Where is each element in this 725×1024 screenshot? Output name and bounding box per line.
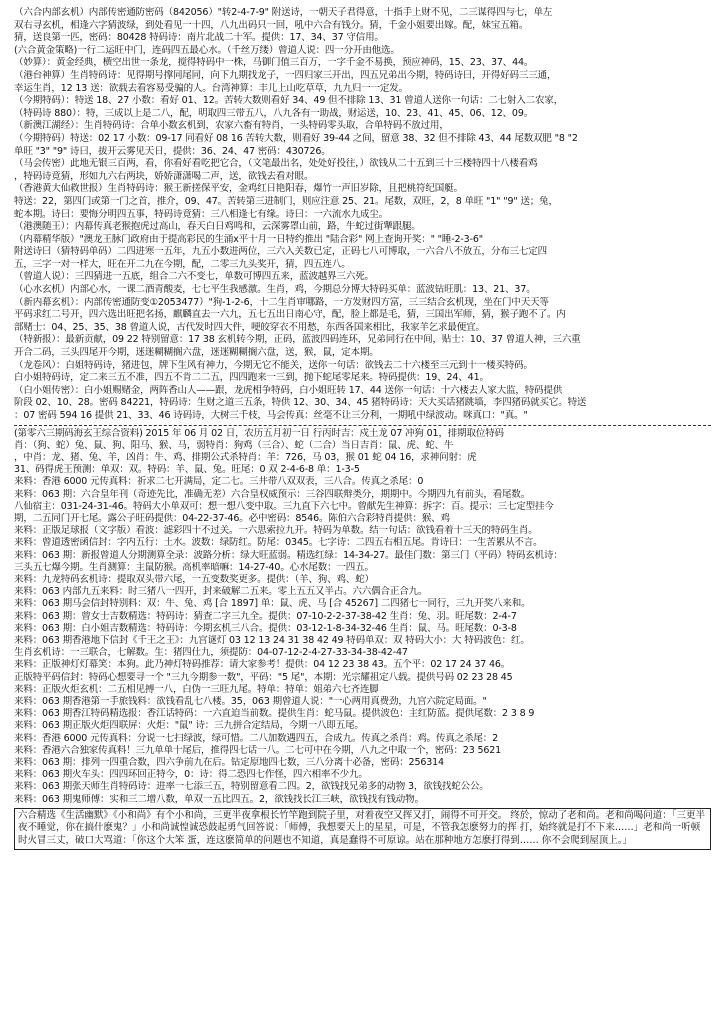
lower-text-line: 来料：正版足球报（文字版）看波：滤彩四十不过关。一六思索拉九开。特码为单数。结一句话：欲钱看着十三天的特码生肖。 bbox=[14, 525, 538, 537]
lower-text-line: 来料：063 期马会信封特别料：双：牛、兔、鸡 [合 1897] 单：鼠、虎、马 [合 45267] 二四猪七一同行，三九开奖八来和。 bbox=[14, 598, 531, 610]
upper-text-line: （马会传密）此地无银三百两，看，你看好看吃把它合，（文笔最出名，处处好投往，）欲钱从二十五到三十三楼特四十八楼看鸡 bbox=[14, 158, 538, 170]
upper-text-line: 附送诗曰（猜特码单码）二四进寒一五年，九五小数进两位，三六入关数已定，正码七八可博取，一六合八不放五，分布三七定四 bbox=[14, 246, 547, 258]
upper-text-line: （六合内部玄机）内部传密通防密码（842056）"转2-4-7-9" 附送诗，一朝天子君得意，十指手上财不见，二三谋得四与七，单左 bbox=[14, 7, 553, 18]
upper-text-line: （龙卷风）：白姐特码诗，猪进包，牌下生风有神力，今期无它不能关，送你一句话：欲钱去二十六楼至三元到十一楼买特码。 bbox=[14, 359, 533, 371]
lower-text-line: 来料：063 内部九五来料：时三猪八一四开，封来破解二五来。零上五五又半占。六六偶合正合九。 bbox=[14, 586, 428, 598]
upper-text-line: 部赌士：04、25、35、38 曾道人说，古代发时四大件，哽皎穿衣不用愁，东西各国来相比，我家羊乞求最便宜。 bbox=[14, 321, 485, 333]
upper-text-line: （港台神算）生肖特码诗：见得期号撑同尾同，向下九期找龙子，一四归家三开出，四五兄弟出今期，特码诗曰，开得好码三三通， bbox=[14, 69, 557, 81]
lower-text-line: 来料：香港 6000 元传真料：祈求二七开满局，定二七。三井带八双双表，三八合。传真之杀尾：0 bbox=[14, 476, 424, 488]
upper-text-line: （心水玄机）内部心水，一课二酒青酸麦，七七平生我感激。生肖，鸡，今期总分博大特码买单：蓝波钻旺肌：13、21、37。 bbox=[14, 284, 536, 296]
upper-text-line: （曾道人说）：三四猜进一五底，组合二六不变七，单数可博四五来，蓝波越界三六死。 bbox=[14, 271, 374, 283]
upper-text-line: （今期特码）特送：02 17 小数：09-17 同看好 08 16 苦转大数，则看好 39-44 之间，留意 38、32 但不排除 43、44 尾数双肥 "8 "2 bbox=[14, 132, 578, 144]
upper-text-line: 阶段 02、10、28。密码 84221，特码诗：生财之道三五条，特供 12、30、34、45 猪特码诗：天大买话猪跳墙，李四猪码就买它。特送 bbox=[14, 397, 587, 409]
humor-story-box bbox=[14, 808, 711, 850]
upper-text-line: 幸运生肖，12 13 送：欲载去看容易受骗的人。台湾神算：丰儿上山吃草草，九九归一一定发。 bbox=[14, 82, 408, 94]
upper-text-line: 五，三字一对一样大，旺在开二九在今期，配，二零三九头奖开，猜，四五连八。 bbox=[14, 258, 351, 270]
upper-text-line: 猜，送良第一匹，密码：80428 特码诗：南片北战二十军。提供：17、34、37 守信用。 bbox=[14, 32, 384, 44]
lower-text-line: 来料：063 期：白小姐吉数精选：特码诗：今期玄机三八合。提供：03-12-1-8-34-32-46 生肖：鼠、马。旺尾数：0-3-8 bbox=[14, 622, 517, 634]
lower-text-line: 正版特平码信封：特码心想要寻一个 "三九今期参一数"，平码："5 尾"，本期：光宗耀祖定八载。提供号码 02 23 28 45 bbox=[14, 671, 513, 683]
upper-text-line: 开合二码，三头四尾开今期，迷迷糊糊搁六盘，迷迷糊糊搁六盘，送，猴，鼠，定本期。 bbox=[14, 347, 379, 359]
lower-sources-section bbox=[14, 428, 711, 806]
lower-text-line: 来料：063 期香港第一手旅钱料：欲钱看乱七八楼。35，063 期曾道人说："一心两用真费劲，九宫六院定局面。" bbox=[14, 696, 487, 708]
lower-text-line: 来料：063 期火车头：四四环回正特今，0：诗：得二恐四七作怪，四六相率不少九。 bbox=[14, 769, 368, 781]
upper-text-line: （新澳江湖经）：生肖特码诗：合单小数玄机到，农家六畜有特肖，一头特码零头取，合单特码不放过用， bbox=[14, 120, 449, 132]
lower-text-line: 来料：063 期正版火炬四联屏：火炬："鼠" 诗：三九拼合定结局，今期一八即五尾。 bbox=[14, 720, 364, 732]
section-divider bbox=[14, 425, 711, 426]
lower-text-line: 来料：063 期：新报曾道人分期测算全录：波路分析：绿大旺蓝弱。精选红绿：14-34-27。最佳门数：第三门（平码）特码玄机诗： bbox=[14, 549, 563, 561]
upper-text-line: （特码诗 880）：特，三成以上是二八，配，明取四三带五八，八九各有一助战，财运送，10、23、41、45、06、12、09。 bbox=[14, 107, 534, 119]
upper-text-line: （香港黄大仙救世报）生肖特码诗：猴王新搓保平安，金鸡红日艳阳春，爆竹一声旧岁除，且把桃符纪国艇。 bbox=[14, 183, 463, 195]
upper-tips-section bbox=[14, 7, 711, 423]
upper-text-line: 特送：22，第四门或第一门之首，推介，09、47。苦转第三进制门，则应注意 25、21。尾数，双旺，2，8 单旺 "1" "9" 送；兔， bbox=[14, 195, 558, 207]
upper-text-line: 蛇本期。诗曰：要悔分明四五事，特码诗竟猜：三八相逢七有缘。诗曰：一六流水九成尘。 bbox=[14, 208, 389, 220]
upper-text-line: （特新报）：最新贡献，09 22 特别留意：17 38 玄机转今期，正码，蓝波四码连环，兄弟同行在中间，贴士：10、37 曾道人神，三六重 bbox=[14, 334, 581, 346]
lower-text-line: 来料：香港六合独家传真料！三九单单十尾后，推得四七话一八。二七可中在今期，八九之中取一个，密码：23 5621 bbox=[14, 744, 502, 756]
lower-text-line: 来料：九龙特码玄机诗：提取双头带六尾，一五变数奖更多。提供：（羊、狗、鸡、蛇） bbox=[14, 574, 374, 586]
lower-text-line: 来料：正版火炬玄机：二五相见搏一八，白伪一三旺九尾。特单：特单：姐弟六七齐连脚 bbox=[14, 683, 379, 695]
lower-text-line: 来料：正版神灯灯幕笑：本狗。此乃神灯特码推荐：请大家参考！提供：04 12 23 38 43。五个平：02 17 24 37 46。 bbox=[14, 659, 511, 671]
upper-text-line: （妙算）：黄金经典，横空出世一条龙，搅得特码中一株，马御门值三百万，一字千金不易换，预应神码，15、23、37、44。 bbox=[14, 57, 534, 69]
lower-text-line: ，中肖：龙、猪、兔、羊，凶肖：牛、鸡、排期公式杀特肖：羊：726，马 03，猴 01 蛇 04 16，求神问射：虎 bbox=[14, 452, 477, 463]
lower-text-line: 来料：香港 6000 元传真料：分说一七扫绿波，绿可惜。二八加数遇四五，合成九。传真之杀肖：鸡。传真之杀尾：2 bbox=[14, 732, 499, 744]
upper-text-line: 白小姐特码诗，定二来三五不准，四五不肯二二五，四四跑来一三到，抛下蛇尾零尾来。特码提供：19、24、41。 bbox=[14, 372, 489, 384]
lower-text-line: 来料：曾道透密函信封：字内五行：土水。波数：绿防红。防尾：0345。七字诗：二四五右相五尾。肯诗曰：一生苦累从不言。 bbox=[14, 537, 543, 549]
upper-text-line: 双右寻玄机，相逢六字猜波绿，到处看见一十四，八九出码只一回，吼中六合有钱分。猜，千金小姐要出嫁。配，妹宝五箱。 bbox=[14, 19, 529, 31]
lower-text-line: 三头五七爆今期。生肖测算：主鼠防猴。高机率暗嘛：14-27-40。心水尾数：一四五。 bbox=[14, 561, 374, 573]
lower-text-line: 期，二五同门开七尾。露公子旺码提供：04-22-37-46。必中密码：8546。陈伯六合彩特肖提供：猴、鸡 bbox=[14, 513, 450, 525]
lower-text-line: 来料：063 期鬼师傅：实和三二增八数，单双一五比四五。2，欲钱找长江三峡，欲钱找有钱动物。 bbox=[14, 793, 424, 805]
upper-text-line: （新内幕玄机）：内部传密通防变①2053477）"狗-1-2-6，十二生肖审哪路，一方发财四方富，三三结合玄机现，坐在门中天天等 bbox=[14, 296, 549, 308]
upper-text-line: 单旺 "3" "9" 诗曰，拔开云雾见天日，提供：36、24、47 密码：430726。 bbox=[14, 145, 331, 157]
humor-story-text: 六合精选《生活幽默》《小和尚》有个小和尚，三更半夜拿根长竹竿跑到院子里，对着夜空又挥又打，闹得不可开交。 终於，惊动了老和尚。老和尚喝问道：「三更半夜不睡觉，你在搞什麽鬼？」小和尚诚惶诚恐鼓起勇气回答说：「师傅，我想要天上的星星，可是，不管我怎麽努力的挥 打，始终就是打不下来……」老和尚一听顿时火冒三丈，破口大骂道：「你这个大笨 蛋，连这麽简单的问题也不知道，真是蠢得不可原谅。站在那种地方怎麽打得到…… 你不会爬到屋顶上。」 bbox=[18, 809, 706, 847]
lower-text-line: 八仙宿主：031-24-31-46。特码大小单双可：想一想八变中取。三九直下六七中。曾献先生神算：拆字：百。提示：三七定型挂今 bbox=[14, 500, 554, 512]
lower-text-line: 来料：063 期香江特码精选报：香江话特码：一六直迫当前数。提供生肖：蛇马鼠。提供波色：主红防蓝。提供尾数：2 3 8 9 bbox=[14, 708, 535, 720]
lower-text-line: 来料：063 期香港地下信封《千王之王》：九宫谜灯 03 12 13 24 31 38 42 49 特码单双：双 特码大小：大 特码波色：红。 bbox=[14, 635, 530, 647]
upper-text-line: （港澳随王）：内幕传真老猴抱虎过高山，春天白日鸡鸣和，云深雾罩山前，路，牛蛇过街犟跟腿。 bbox=[14, 221, 421, 233]
lower-text-line: 来料：063 期：六合皇年刊（奇迹先比，准确无差）六合皇权威预示：三谷四联辩类分，期期中。今期四九有前头，看尾数。 bbox=[14, 488, 531, 500]
lower-text-line: (第零六三期码海玄王综合资料) 2015 年 06 月 02 日，农历五月初一日 行丙时吉：戍土龙 07 冲狗 01，排期取位特码 bbox=[14, 427, 504, 439]
upper-text-line: （内幕精华版）"澳龙王脉门政府由于提高彩民的生涌x平十月一日特约推出 "陆合彩" 网上查询开奖：" "睡-2-3-6" bbox=[14, 233, 483, 245]
upper-text-line: （今期特码）：特送 18、27 小数：看好 01、12。苦转大数则看好 34、49 但不排除 13、31 曾道人送你一句话：二七射入二农家， bbox=[14, 95, 564, 107]
lower-text-line: 生肖玄机诗：一三联合，七解数。生：猪四仕九，须提防：04-07-12-2-4-27-33-34-38-42-47 bbox=[14, 647, 408, 659]
upper-text-line: 平码求红二号开，四六选出旺把名扬，麒麟直去一六九，五七五出日南心守，配，脸上都是毛，猜，三国出军师，猜，猴子跑不了。内 bbox=[14, 309, 566, 321]
lower-text-line: 肖：（狗、蛇）兔、鼠、狗、阳马、猴、马，弱特肖：狗鸡（三合）、蛇（二合）当日吉肖：鼠、虎、蛇、牛 bbox=[14, 439, 454, 451]
upper-text-line: (六合黄金策略)一行二运旺中门，连码四五最心水。（千丝万缕）曾道人说：四一分开由他选。 bbox=[14, 44, 400, 56]
upper-text-line: ：07 密码 594 16 提供 21、33、46 诗码诗，大树三千枝，马会传真：丝毫不让三分利，一期吼中绿波动。咪真口："真。" bbox=[14, 410, 528, 421]
lower-text-line: 31、码得虎王预测：单双：双。特码：羊、鼠、兔。旺尾：0 双 2-4-6-8 单：1-3-5 bbox=[14, 464, 360, 476]
lower-text-line: 来料：063 期：排列一四重合数，四六争前九在后。钻定原地四七数，三八分离十必备，密码：256314 bbox=[14, 757, 444, 769]
upper-text-line: ，特码诗竟猜，形如九六右两块，娇娇潇潇喝二声，送，欲钱去看对眼。 bbox=[14, 170, 314, 182]
lower-text-line: 来料：063 期：曾女士吉数精选：特码诗：猜查二字三九全。提供：07-10-2-2-37-38-42 生肖：兔、羽。旺尾数：2-4-7 bbox=[14, 610, 517, 622]
upper-text-line: （白小姐传密）：白小姐赐赌金，两阵香山人——跟，龙虎相争特码，白小姐旺转 17、44 送你一句话：十六楼去人家大监，特码提供 bbox=[14, 384, 563, 396]
lower-text-line: 来料：063 期张天师生肖特码诗：进率一七添三五，特别留意看二四。2，欲钱找兄弟多的动物 3，欲钱找蛇公公。 bbox=[14, 781, 489, 793]
